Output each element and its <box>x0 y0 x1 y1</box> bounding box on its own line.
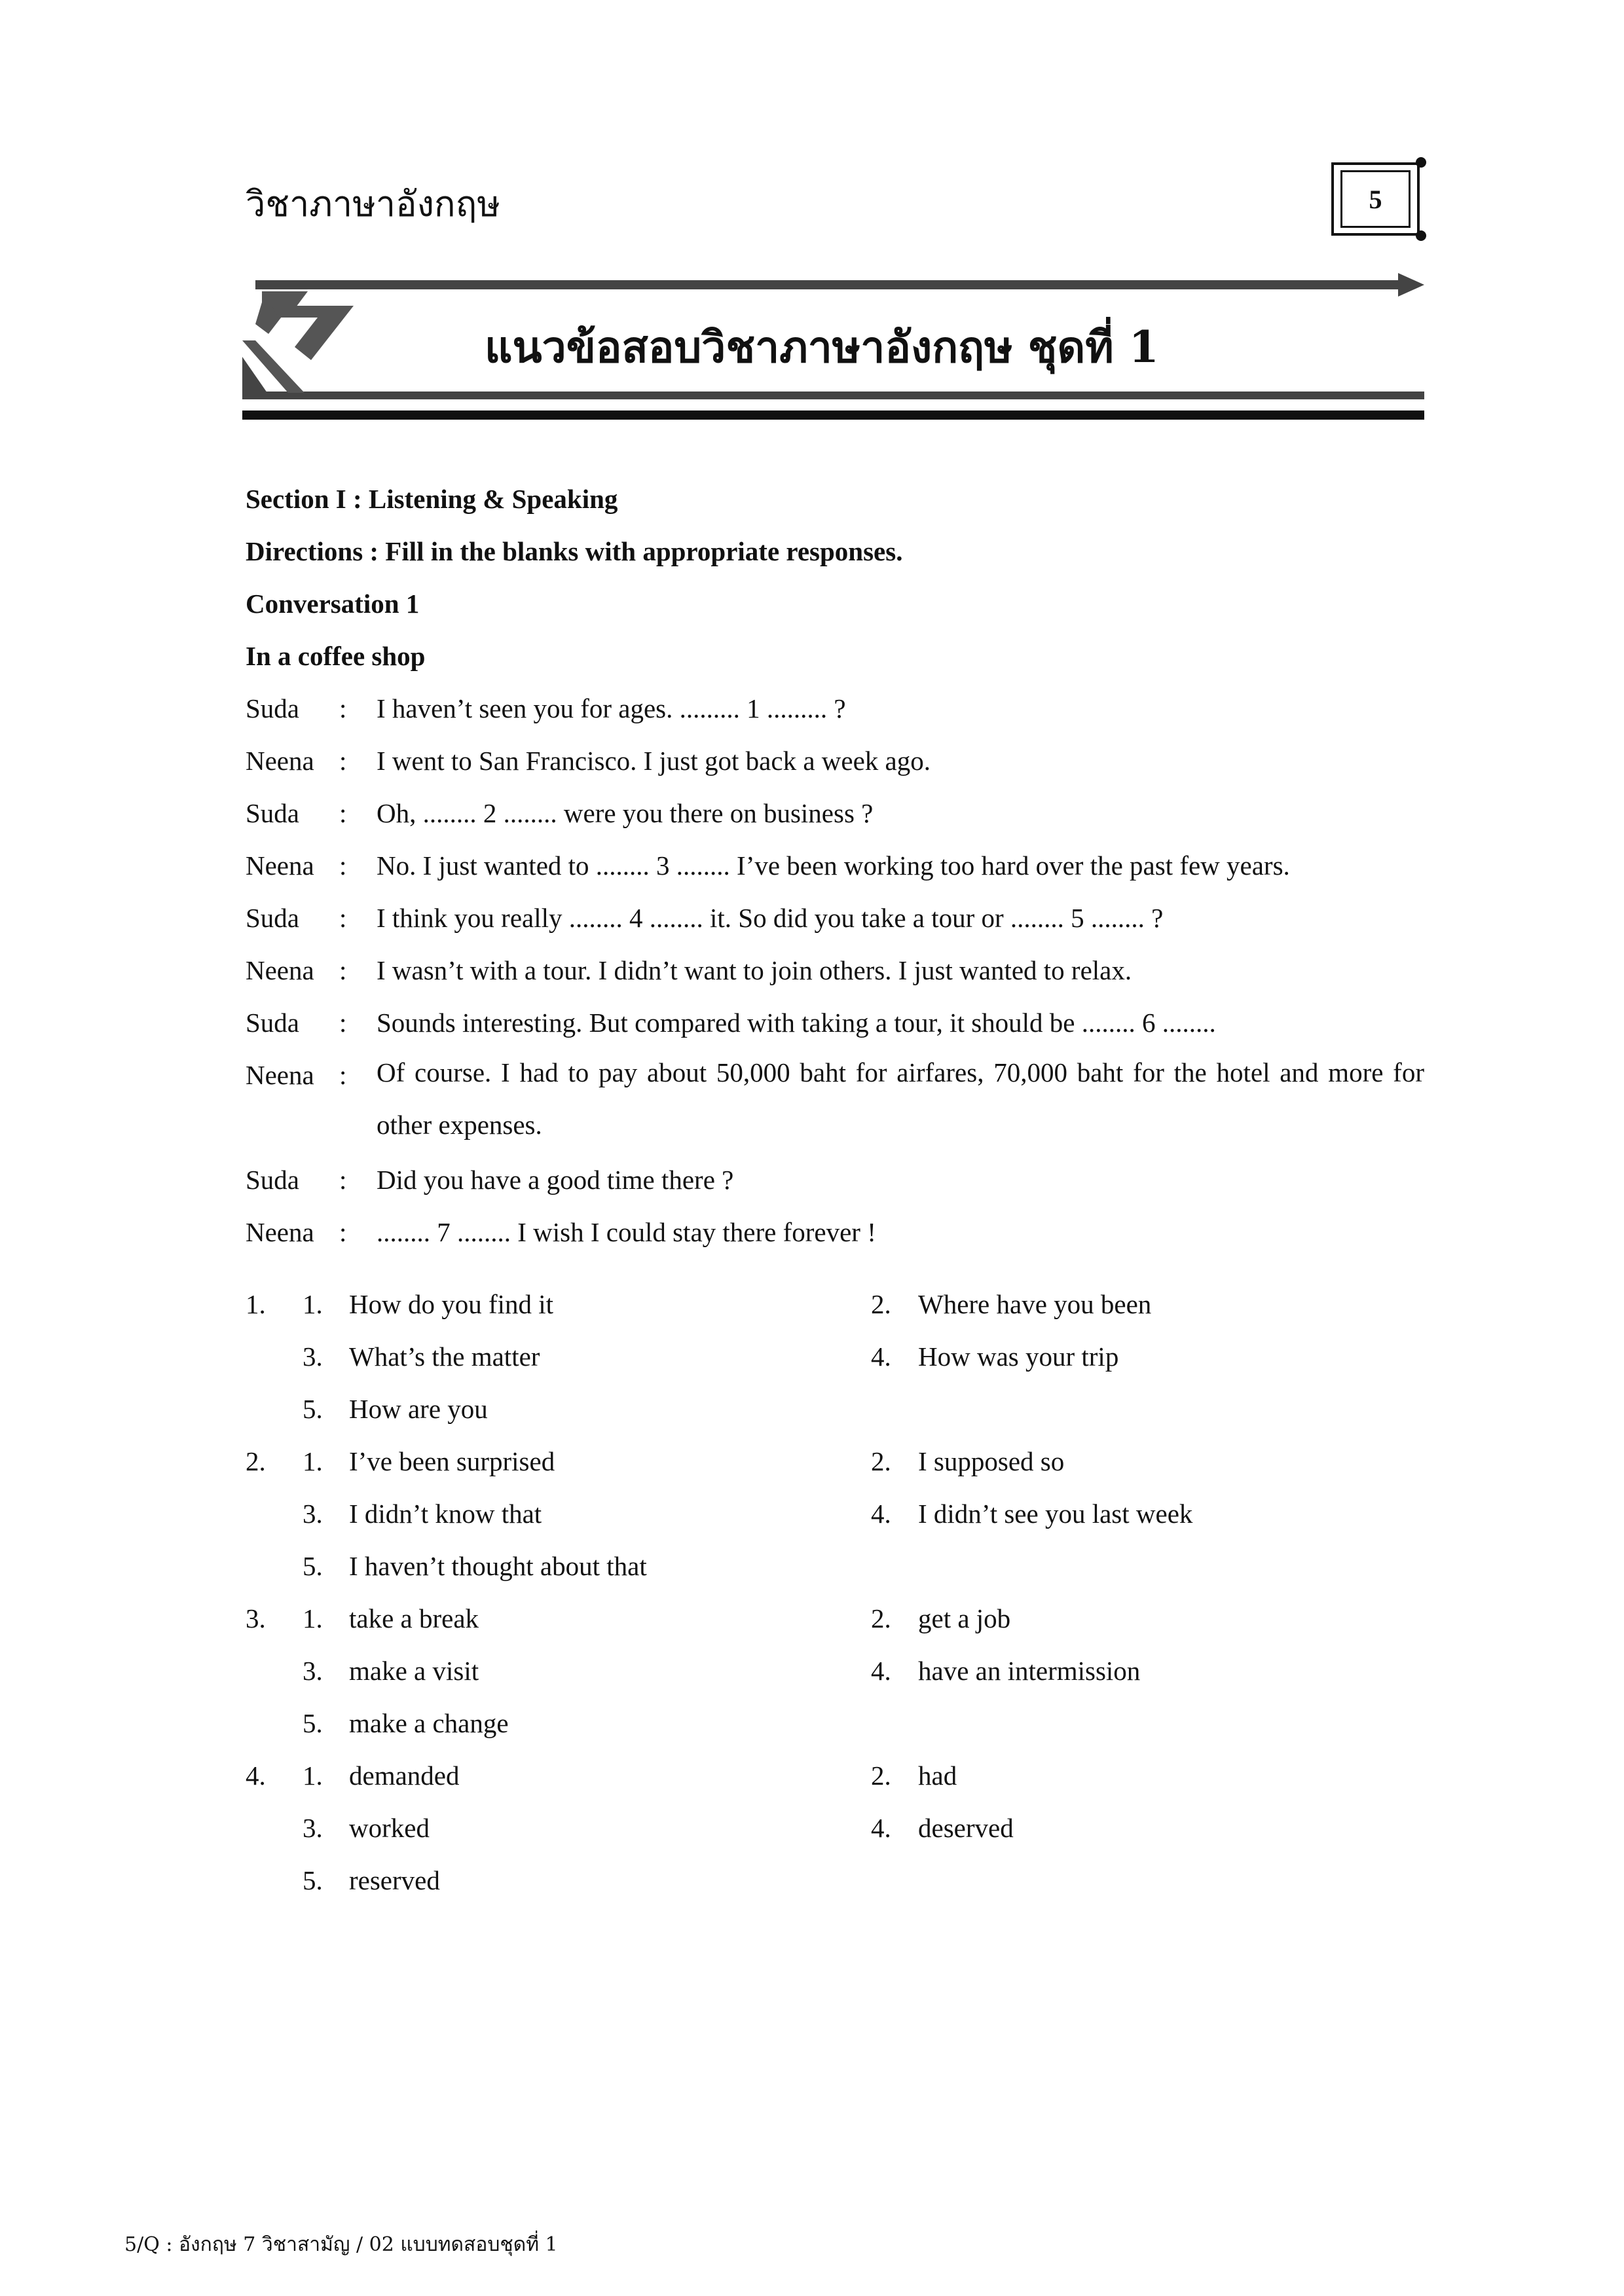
answer-option[interactable]: What’s the matter <box>349 1341 540 1372</box>
corner-dot-icon <box>1416 230 1426 241</box>
dialogue-line: I haven’t seen you for ages. ......... 1 ......... ? <box>377 693 846 723</box>
dialogue-line: Did you have a good time there ? <box>377 1165 734 1195</box>
question-number: 3. <box>246 1603 266 1633</box>
page-footer: 5/Q : อังกฤษ 7 วิชาสามัญ / 02 แบบทดสอบชุดที่ 1 <box>124 2233 558 2256</box>
answer-option[interactable]: have an intermission <box>918 1656 1141 1686</box>
dialogue-line: Sounds interesting. But compared with taking a tour, it should be ........ 6 ........ <box>377 1008 1216 1038</box>
banner-bottom-rule-thick <box>242 410 1424 420</box>
dialogue-speaker: Neena <box>246 746 314 776</box>
answer-option[interactable]: take a break <box>349 1603 479 1633</box>
dialogue-speaker: Neena <box>246 850 314 881</box>
answer-option[interactable]: How was your trip <box>918 1341 1119 1372</box>
page-number-box <box>1331 162 1420 236</box>
dialogue-speaker: Neena <box>246 1217 314 1247</box>
conversation-title: Conversation 1 <box>246 589 420 619</box>
answer-option[interactable]: get a job <box>918 1603 1011 1633</box>
answer-option[interactable]: make a change <box>349 1708 509 1738</box>
answer-option[interactable]: make a visit <box>349 1656 479 1686</box>
page-number: 5 <box>1340 170 1411 228</box>
answer-option[interactable]: I supposed so <box>918 1446 1065 1476</box>
conversation-setting: In a coffee shop <box>246 641 426 671</box>
dialogue-line: ........ 7 ........ I wish I could stay there forever ! <box>377 1217 876 1247</box>
banner-top-rule <box>255 280 1398 289</box>
dialogue-line: Of course. I had to pay about 50,000 baht for airfares, 70,000 baht for the hotel and more for other expenses. <box>377 1057 1424 1140</box>
section-title: Section I : Listening & Speaking <box>246 484 618 514</box>
dialogue-speaker: Neena <box>246 1060 314 1090</box>
answer-option[interactable]: reserved <box>349 1865 440 1895</box>
subject-heading: วิชาภาษาอังกฤษ <box>246 183 500 225</box>
answer-option[interactable]: demanded <box>349 1760 460 1791</box>
answer-option[interactable]: I’ve been surprised <box>349 1446 555 1476</box>
question-number: 4. <box>246 1760 266 1791</box>
dialogue-speaker: Suda <box>246 1008 299 1038</box>
answer-option[interactable]: I didn’t see you last week <box>918 1499 1193 1529</box>
banner-title: แนวข้อสอบวิชาภาษาอังกฤษ ชุดที่ 1 <box>485 321 1159 373</box>
dialogue-speaker: Suda <box>246 693 299 723</box>
dialogue-line: I went to San Francisco. I just got back a week ago. <box>377 746 931 776</box>
answer-option[interactable]: had <box>918 1760 957 1791</box>
answer-option[interactable]: I didn’t know that <box>349 1499 542 1529</box>
arrowhead-icon <box>1398 273 1424 297</box>
dialogue-line: I think you really ........ 4 ........ it. So did you take a tour or ........ 5 ........ ? <box>377 903 1164 933</box>
directions: Directions : Fill in the blanks with appropriate responses. <box>246 536 903 566</box>
answer-option[interactable]: worked <box>349 1813 430 1843</box>
corner-dot-icon <box>1416 157 1426 168</box>
answer-option[interactable]: deserved <box>918 1813 1014 1843</box>
dialogue-speaker: Suda <box>246 1165 299 1195</box>
answer-option[interactable]: I haven’t thought about that <box>349 1551 647 1581</box>
dialogue-speaker: Suda <box>246 798 299 828</box>
answer-option[interactable]: How are you <box>349 1394 488 1424</box>
dialogue-line: Oh, ........ 2 ........ were you there on business ? <box>377 798 874 828</box>
dialogue-speaker: Suda <box>246 903 299 933</box>
answer-option[interactable]: How do you find it <box>349 1289 554 1319</box>
question-number: 2. <box>246 1446 266 1476</box>
question-number: 1. <box>246 1289 266 1319</box>
dialogue-line: I wasn’t with a tour. I didn’t want to join others. I just wanted to relax. <box>377 955 1132 985</box>
answer-option[interactable]: Where have you been <box>918 1289 1152 1319</box>
banner-bottom-rule <box>242 392 1424 399</box>
dialogue-speaker: Neena <box>246 955 314 985</box>
dialogue-line: No. I just wanted to ........ 3 ........ I’ve been working too hard over the past few years. <box>377 850 1290 881</box>
